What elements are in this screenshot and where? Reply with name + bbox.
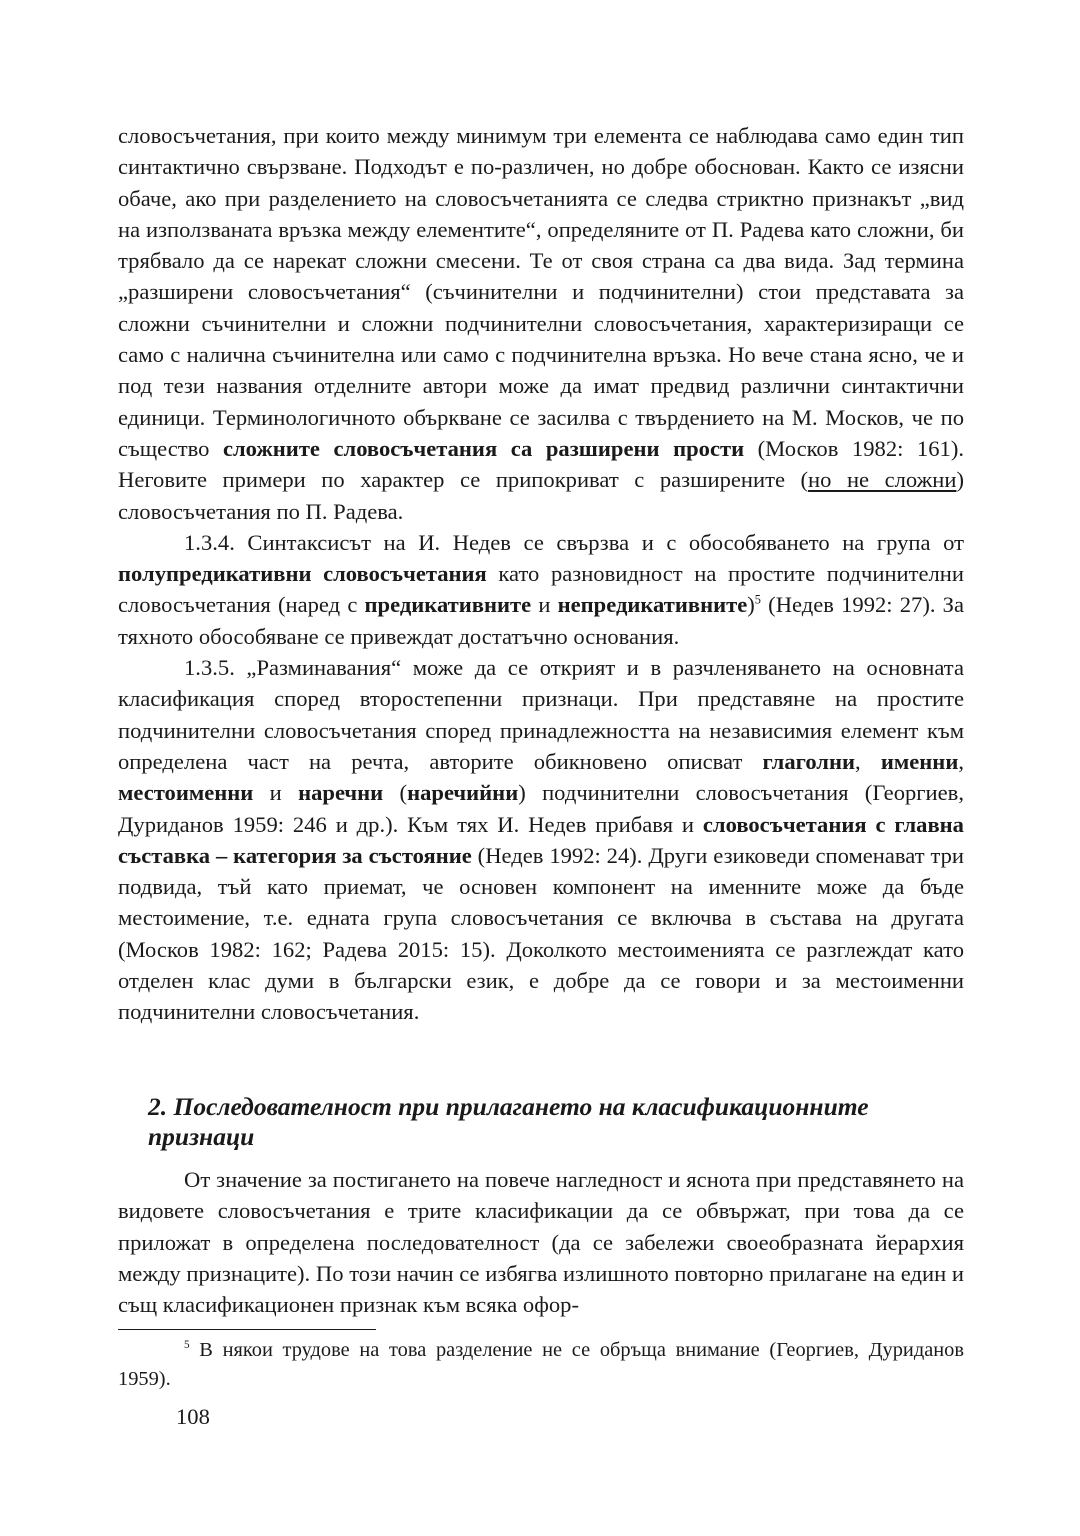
bold-term: полупредикативни словосъчетания	[118, 561, 487, 587]
bold-term: наречийни	[407, 780, 519, 806]
section-heading-line-1: 2. Последователност при прилагането на класификационните	[148, 1092, 869, 1121]
footnote	[118, 1336, 964, 1394]
footnote-text: В някои трудове на това разделение не се обръща внимание (Георгиев, Дуриданов 1959).	[118, 1339, 964, 1390]
bold-term: местоименни	[118, 780, 254, 806]
bold-term: непредикативните	[557, 592, 748, 618]
section-heading-line-2: признаци	[148, 1122, 255, 1151]
bold-term: предикативните	[364, 592, 532, 618]
paragraph-1-3-4: 1.3.4. Синтаксисът на И. Недев се свързва и с обособяването на група от полупредикативни словосъчетания като разновидност на простите подчинителни словосъчетания (наред с предикативните и непредикативните)$^5$ (Недев 1992: 27). За тяхното обособяване се привеждат достатъчно основания.	[118, 529, 965, 649]
section-heading	[148, 1092, 964, 1152]
paragraph-1-3-5: 1.3.5. „Разминавания“ може да се открият и в разчленяването на основната класификация според второстепенни признаци. При представяне на простите подчинителни словосъчетания според принадлежността на независимия елемент към определена част на речта, авторите обикновено описват глаголни, именни, местоименни и наречни (наречийни) подчинителни словосъчетания (Георгиев, Дуриданов 1959: 246 и др.). Към тях И. Недев прибавя и словосъчетания с главна съставка – категория за състояние (Недев 1992: 24). Други езиковеди споменават три подвида, тъй като приемат, че основен компонент на именните може да бъде местоимение, т.е. едната група словосъчетания се включва в състава на другата (Москов 1982: 162; Радева 2015: 15). Доколкото местоименията се разглеждат като отделен клас думи в български език, е добре да се говори и за местоименни подчинителни словосъчетания.	[118, 655, 965, 1025]
underlined-phrase: но не сложни	[808, 467, 957, 493]
page-number: 108	[176, 1404, 210, 1429]
section-text	[118, 1164, 964, 1320]
footnote-separator	[118, 1329, 376, 1330]
paragraph-1: словосъчетания, при които между минимум три елемента се наблюдава само един тип синтактично свързване. Подходът е по-различен, но добре обоснован. Както се изясни обаче, ако при разделението на словосъчетанията се следва стриктно признакът „вид на използваната връзка между елементите“, определяните от П. Радева като сложни, би трябвало да се нарекат сложни смесени. Те от своя страна са два вида. Зад термина „разширени словосъчетания“ (съчинителни и подчинителни) стои представата за сложни съчинителни и сложни подчинителни словосъчетания, характеризиращи се само с налична съчинителна или само с подчинителна връзка. Но вече стана ясно, че и под тези названия отделните автори може да имат предвид различни синтактични единици. Терминологичното объркване се засилва с твърдението на М. Москов, че по същество сложните словосъчетания са разширени прости (Москов 1982: 161). Неговите примери по характер се припокриват с разширените (но не сложни) словосъчетания по П. Радева.	[118, 123, 964, 524]
bold-term: сложните словосъчетания са разширени прости	[222, 435, 745, 461]
bold-term: глаголни	[762, 748, 856, 774]
paragraph-section-2: От значение за постигането на повече нагледност и яснота при представянето на видовете словосъчетания е трите класификации да се обвържат, при това да се приложат в определена последователност (да се забележи своеобразната йерархия между признаците). По този начин се избягва излишното повторно прилагане на един и същ класификационен признак към всяка офор-	[118, 1167, 964, 1318]
main-text	[118, 120, 964, 1028]
bold-term: словосъчетания с главна съставка – категория за състояние	[118, 811, 964, 868]
bold-term: именни	[880, 748, 959, 774]
footnote-reference[interactable]: 5	[754, 592, 762, 607]
bold-term: наречни	[298, 780, 384, 806]
footnote-marker: 5	[184, 1339, 190, 1352]
